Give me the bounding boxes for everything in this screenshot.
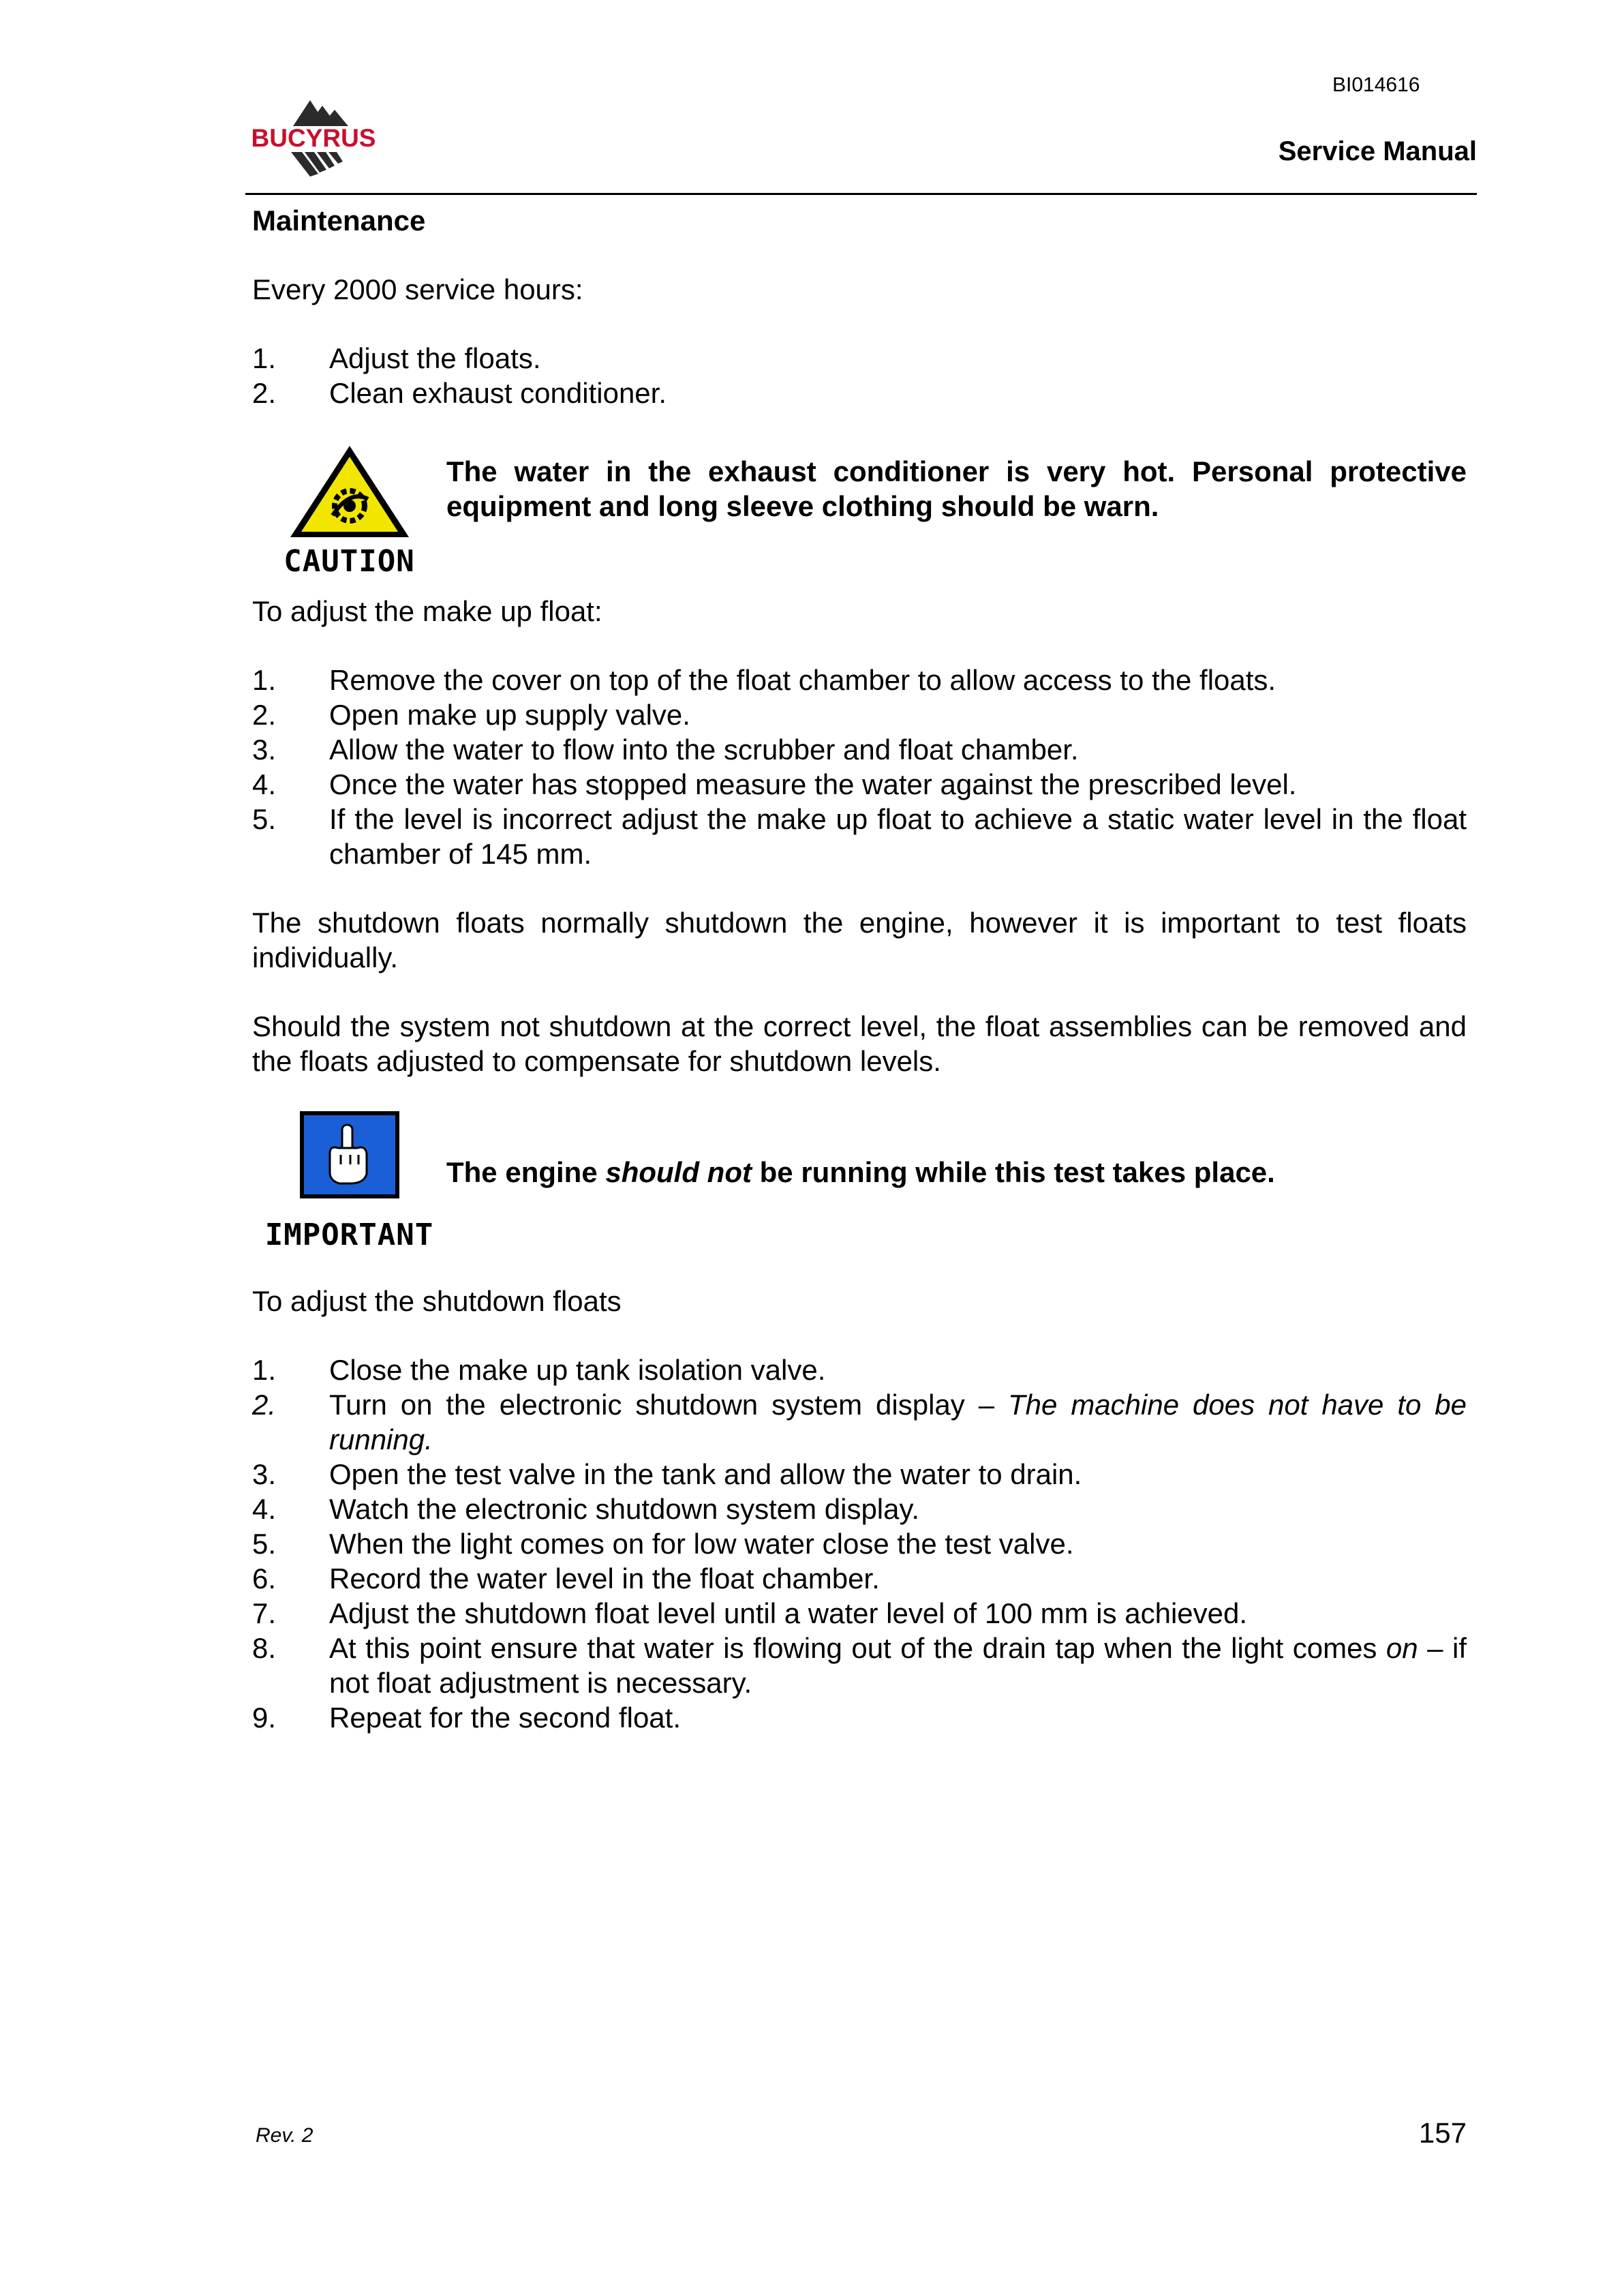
caution-notice (252, 440, 1467, 579)
important-text: The engine should not be running while this test takes place. (446, 1156, 1275, 1188)
list-item: 2. Clean exhaust conditioner. (252, 377, 667, 409)
header-divider (245, 193, 1477, 195)
important-label: IMPORTANT (264, 1218, 434, 1252)
svg-text:BUCYRUS: BUCYRUS (251, 124, 376, 152)
important-notice (252, 1110, 1467, 1252)
revision-label: Rev. 2 (256, 2124, 313, 2147)
makeup-steps-list (252, 663, 1467, 871)
bucyrus-logo (242, 92, 385, 181)
logo-mark-icon (242, 92, 385, 181)
list-item: 6. Record the water level in the float chamber. (252, 1562, 880, 1595)
pointing-hand-icon (299, 1110, 401, 1200)
interval-intro: Every 2000 service hours: (252, 273, 583, 305)
document-id: BI014616 (1332, 74, 1420, 96)
list-item: 7. Adjust the shutdown float level until a water level of 100 mm is achieved. (252, 1597, 1248, 1629)
section-heading: Maintenance (252, 205, 426, 237)
list-item: 4. Once the water has stopped measure the water against the prescribed level. (252, 768, 1297, 800)
list-item: 1. Adjust the floats. (252, 342, 541, 374)
removal-paragraph: Should the system not shutdown at the correct level, the float assemblies can be removed and the floats adjusted to compensate for shutdown levels. (252, 1010, 1467, 1077)
interval-steps-list (252, 341, 1467, 410)
list-item: 8. At this point ensure that water is flowing out of the drain tap when the light comes on – if not float adjustment is necessary. (252, 1632, 1467, 1699)
list-item: 4. Watch the electronic shutdown system display. (252, 1493, 920, 1525)
shutdown-steps-list (252, 1353, 1467, 1735)
list-item: 3. Allow the water to flow into the scrubber and float chamber. (252, 734, 1079, 766)
shutdown-paragraph: The shutdown floats normally shutdown the engine, however it is important to test floats individually. (252, 907, 1467, 973)
main-content (252, 203, 1467, 1735)
list-item: 2. Turn on the electronic shutdown system display – The machine does not have to be running. (252, 1389, 1467, 1455)
list-item: 1. Close the make up tank isolation valve. (252, 1354, 826, 1386)
list-item: 5. When the light comes on for low water close the test valve. (252, 1528, 1074, 1560)
list-item: 2. Open make up supply valve. (252, 699, 690, 731)
list-item: 1. Remove the cover on top of the float chamber to allow access to the floats. (252, 664, 1276, 696)
manual-title: Service Manual (1278, 136, 1477, 166)
makeup-intro: To adjust the make up float: (252, 595, 602, 627)
list-item: 9. Repeat for the second float. (252, 1702, 681, 1734)
caution-triangle-icon (285, 440, 414, 543)
caution-text: The water in the exhaust conditioner is very hot. Personal protective equipment and long sleeve clothing should be warn. (446, 455, 1467, 522)
caution-label: CAUTION (284, 544, 415, 579)
page-number: 157 (1418, 2117, 1467, 2149)
list-item: 5. If the level is incorrect adjust the make up float to achieve a static water level in the float chamber of 145 mm. (252, 803, 1467, 870)
shutdown-intro: To adjust the shutdown floats (252, 1285, 622, 1317)
list-item: 3. Open the test valve in the tank and allow the water to drain. (252, 1458, 1082, 1490)
